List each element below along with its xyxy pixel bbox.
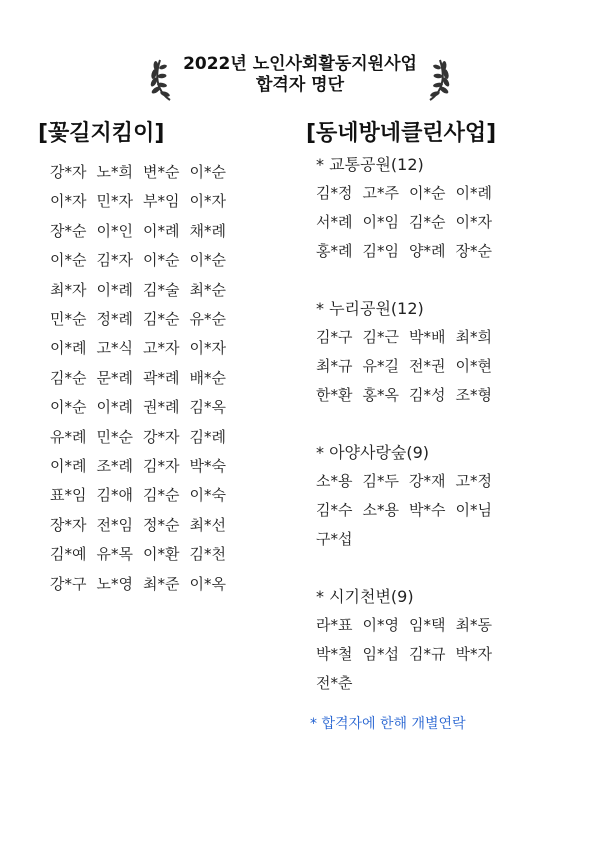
name-row xyxy=(306,179,586,208)
name-row xyxy=(50,187,288,216)
name-entry: 이*례 xyxy=(455,184,492,202)
name-entry: 고*자 xyxy=(142,339,180,358)
contact-note: * 합격자에 한해 개별연락 xyxy=(310,716,466,732)
name-entry: 유*순 xyxy=(189,310,226,329)
name-entry: 이*례 xyxy=(142,221,180,240)
name-row xyxy=(50,570,288,599)
name-row xyxy=(306,496,586,525)
left-column-heading: [꽃길지킴이] xyxy=(38,121,165,146)
name-entry: 김*천 xyxy=(189,545,226,564)
name-entry: 김*옥 xyxy=(189,398,226,417)
name-entry: 소*용 xyxy=(316,472,353,490)
name-entry: 민*순 xyxy=(96,427,133,446)
name-row xyxy=(306,640,586,669)
section-gap xyxy=(306,266,586,294)
name-entry: 김*임 xyxy=(362,242,399,260)
name-entry: 이*례 xyxy=(50,339,87,358)
park-section xyxy=(306,150,586,266)
name-row xyxy=(50,452,288,481)
name-entry: 고*식 xyxy=(96,339,133,358)
section-title: * 누리공원(12) xyxy=(316,299,424,318)
name-entry: 배*순 xyxy=(189,368,226,387)
name-row xyxy=(306,352,586,381)
name-entry: 이*순 xyxy=(50,398,87,417)
name-entry: 이*순 xyxy=(189,251,226,270)
name-row xyxy=(50,305,288,334)
section-name-list xyxy=(306,611,586,698)
name-row xyxy=(306,381,586,410)
name-entry: 노*영 xyxy=(96,574,133,593)
park-section xyxy=(306,294,586,410)
name-row xyxy=(50,276,288,305)
name-entry: 김*례 xyxy=(189,427,226,446)
name-entry: 유*길 xyxy=(362,357,399,375)
name-row xyxy=(50,540,288,569)
section-title: * 아양사랑숲(9) xyxy=(316,443,430,462)
name-entry: 최*순 xyxy=(189,280,226,299)
name-entry: 박*수 xyxy=(408,501,446,519)
name-entry: 한*환 xyxy=(316,386,353,404)
name-entry: 김*애 xyxy=(96,486,133,505)
park-section xyxy=(306,438,586,554)
name-entry: 곽*례 xyxy=(142,368,180,387)
title-line-1: 2022년 노인사회활동지원사업 xyxy=(183,54,417,74)
name-entry: 김*순 xyxy=(50,368,87,387)
name-entry: 라*표 xyxy=(316,616,353,634)
section-name-list xyxy=(306,323,586,410)
name-entry: 김*순 xyxy=(142,486,180,505)
left-column xyxy=(38,118,288,599)
name-entry: 최*규 xyxy=(316,357,353,375)
section-gap xyxy=(306,554,586,582)
name-entry: 양*례 xyxy=(408,242,446,260)
name-entry: 권*례 xyxy=(142,398,180,417)
name-entry: 이*례 xyxy=(96,398,133,417)
name-entry: 민*순 xyxy=(50,310,87,329)
name-row xyxy=(50,481,288,510)
name-entry: 부*임 xyxy=(142,192,180,211)
name-entry: 박*철 xyxy=(316,645,353,663)
name-entry: 장*순 xyxy=(50,221,87,240)
name-entry: 유*목 xyxy=(96,545,133,564)
name-entry: 김*자 xyxy=(96,251,133,270)
name-entry: 이*순 xyxy=(408,184,446,202)
name-entry: 이*자 xyxy=(189,192,226,211)
name-row xyxy=(306,669,586,698)
name-entry: 이*자 xyxy=(189,339,226,358)
name-entry: 강*자 xyxy=(142,427,180,446)
name-entry: 민*자 xyxy=(96,192,133,211)
section-title: * 교통공원(12) xyxy=(316,155,424,174)
name-entry: 이*숙 xyxy=(189,486,226,505)
name-row xyxy=(50,511,288,540)
name-row xyxy=(306,237,586,266)
name-entry: 이*순 xyxy=(142,251,180,270)
name-entry: 김*순 xyxy=(408,213,446,231)
name-entry: 김*규 xyxy=(408,645,446,663)
name-row xyxy=(306,525,586,554)
name-entry: 김*정 xyxy=(316,184,353,202)
name-entry: 홍*례 xyxy=(316,242,353,260)
name-entry: 서*례 xyxy=(316,213,353,231)
name-entry: 최*준 xyxy=(142,574,180,593)
name-entry: 최*선 xyxy=(189,515,226,534)
name-entry: 홍*옥 xyxy=(362,386,399,404)
section-name-list xyxy=(306,179,586,266)
right-column xyxy=(306,118,586,734)
name-entry: 김*성 xyxy=(408,386,446,404)
document-title xyxy=(0,54,600,110)
name-entry: 이*옥 xyxy=(189,574,226,593)
name-entry: 이*순 xyxy=(189,163,226,181)
name-entry: 박*배 xyxy=(408,328,446,346)
name-row xyxy=(50,423,288,452)
laurel-right-icon xyxy=(424,56,450,102)
name-row xyxy=(50,246,288,275)
name-entry: 조*례 xyxy=(96,457,133,476)
laurel-left-icon xyxy=(150,56,176,102)
name-row xyxy=(50,158,288,187)
name-entry: 변*순 xyxy=(142,163,180,181)
name-entry: 장*자 xyxy=(50,515,87,534)
section-title: * 시기천변(9) xyxy=(316,587,414,606)
name-entry: 전*권 xyxy=(408,357,446,375)
name-entry: 정*순 xyxy=(142,515,180,534)
name-entry: 강*재 xyxy=(408,472,446,490)
name-row xyxy=(306,208,586,237)
name-entry: 유*례 xyxy=(50,427,87,446)
name-row xyxy=(50,334,288,363)
name-entry: 최*자 xyxy=(50,280,87,299)
name-entry: 박*숙 xyxy=(189,457,226,476)
name-entry: 김*술 xyxy=(142,280,180,299)
name-row xyxy=(306,611,586,640)
section-name-list xyxy=(306,467,586,554)
name-entry: 전*춘 xyxy=(316,674,353,692)
name-row xyxy=(306,467,586,496)
name-entry: 최*희 xyxy=(455,328,492,346)
park-section xyxy=(306,582,586,698)
name-entry: 김*순 xyxy=(142,310,180,329)
name-entry: 이*현 xyxy=(455,357,492,375)
name-entry: 김*자 xyxy=(142,457,180,476)
name-entry: 이*자 xyxy=(455,213,492,231)
name-entry: 이*영 xyxy=(362,616,399,634)
name-entry: 이*자 xyxy=(50,192,87,211)
name-entry: 임*택 xyxy=(408,616,446,634)
name-entry: 이*임 xyxy=(362,213,399,231)
name-entry: 이*례 xyxy=(50,457,87,476)
name-entry: 박*자 xyxy=(455,645,492,663)
right-column-heading: [동네방네클린사업] xyxy=(306,121,497,146)
name-entry: 강*자 xyxy=(50,163,87,181)
name-entry: 노*희 xyxy=(96,163,133,181)
name-entry: 고*정 xyxy=(455,472,492,490)
name-entry: 구*섭 xyxy=(316,530,353,548)
name-row xyxy=(50,217,288,246)
name-entry: 전*임 xyxy=(96,515,133,534)
name-entry: 소*용 xyxy=(362,501,399,519)
name-entry: 정*례 xyxy=(96,310,133,329)
section-gap xyxy=(306,410,586,438)
name-entry: 김*구 xyxy=(316,328,353,346)
name-entry: 김*수 xyxy=(316,501,353,519)
name-row xyxy=(306,323,586,352)
name-entry: 고*주 xyxy=(362,184,399,202)
name-entry: 이*님 xyxy=(455,501,492,519)
name-entry: 표*임 xyxy=(50,486,87,505)
name-entry: 김*두 xyxy=(362,472,399,490)
name-entry: 임*섭 xyxy=(362,645,399,663)
name-row xyxy=(50,393,288,422)
name-entry: 김*근 xyxy=(362,328,399,346)
name-entry: 김*예 xyxy=(50,545,87,564)
name-entry: 이*환 xyxy=(142,545,180,564)
name-row xyxy=(50,364,288,393)
title-line-2: 합격자 명단 xyxy=(255,75,345,95)
name-entry: 장*순 xyxy=(455,242,492,260)
right-section-list xyxy=(306,150,586,698)
name-entry: 이*례 xyxy=(96,280,133,299)
name-entry: 문*례 xyxy=(96,368,133,387)
name-entry: 강*구 xyxy=(50,574,87,593)
name-entry: 이*순 xyxy=(50,251,87,270)
left-name-list xyxy=(38,158,288,599)
name-entry: 이*인 xyxy=(96,221,133,240)
name-entry: 최*동 xyxy=(455,616,492,634)
name-entry: 채*례 xyxy=(189,221,226,240)
name-entry: 조*형 xyxy=(455,386,492,404)
